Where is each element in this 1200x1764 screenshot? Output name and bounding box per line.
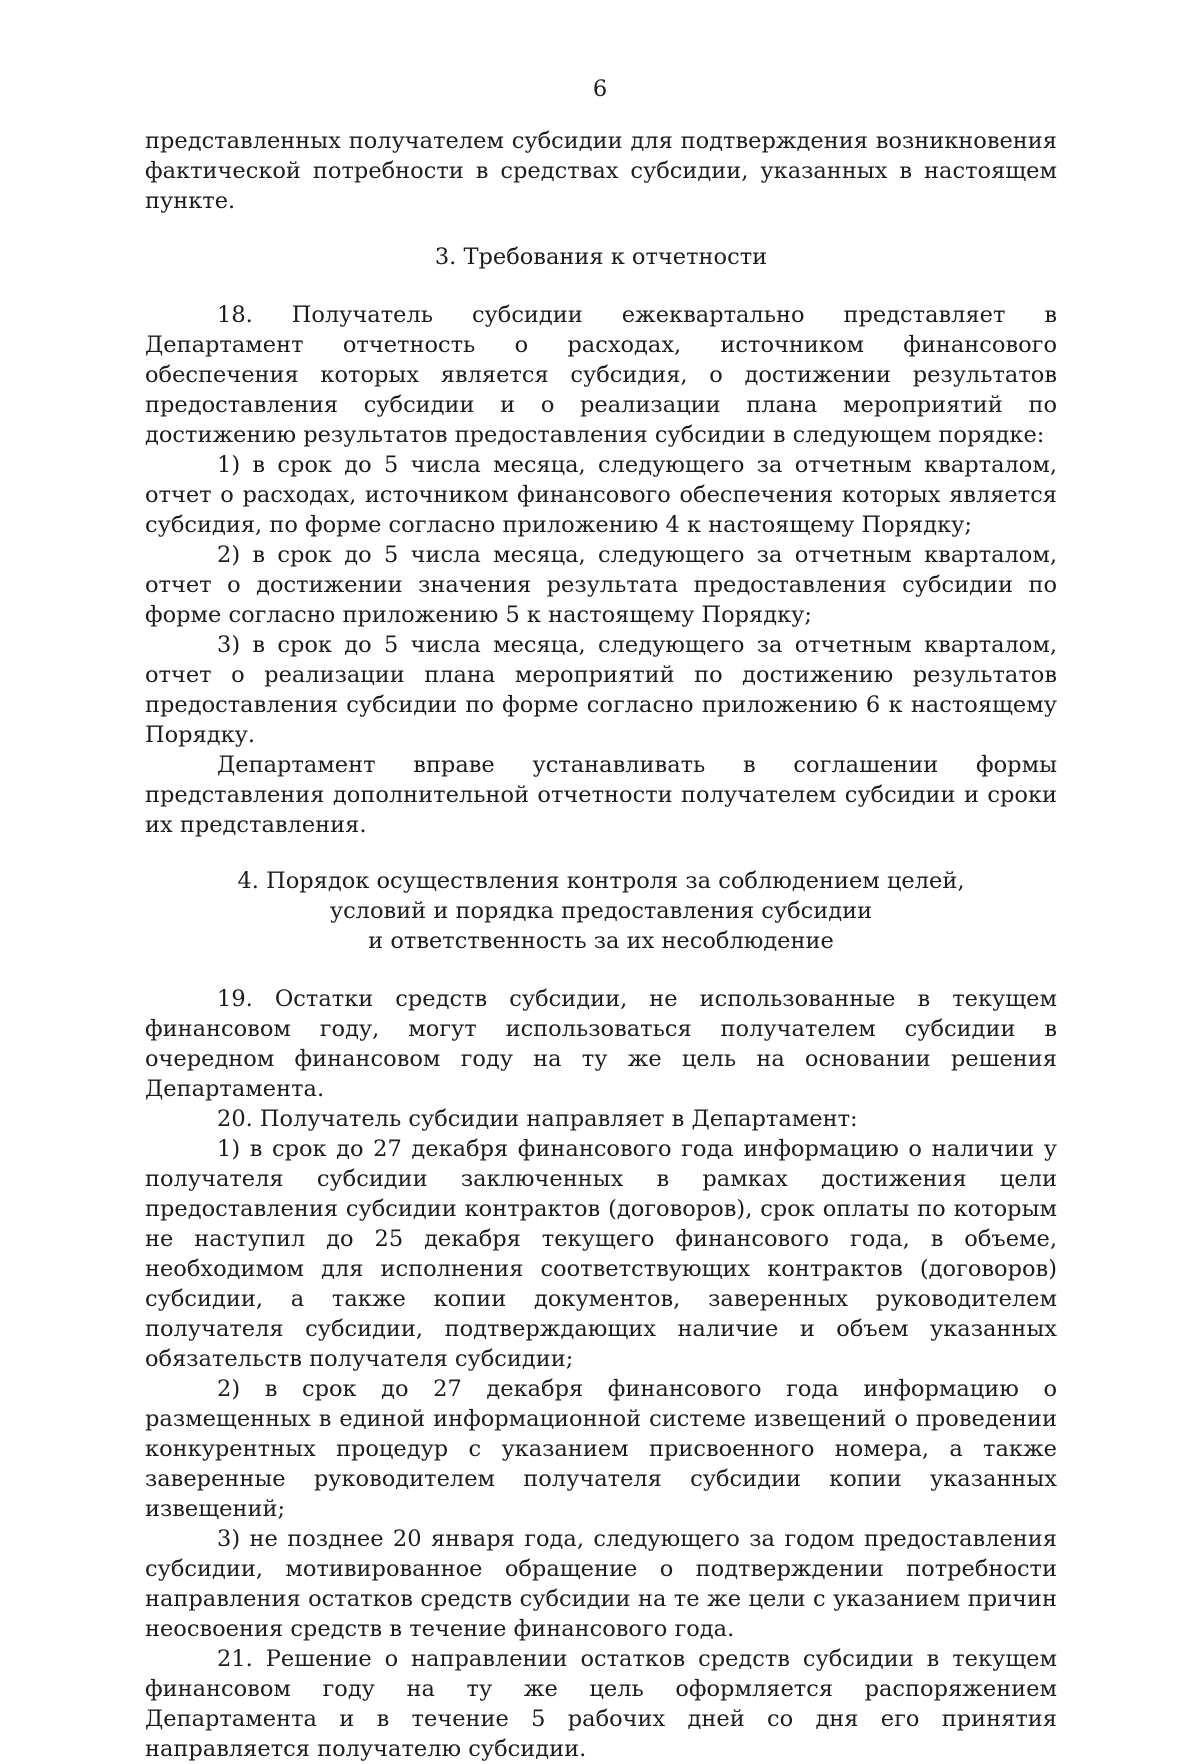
paragraph-18-item-3: 3) в срок до 5 числа месяца, следующего за отчетным кварталом, отчет о реализации плана мероприятий по достижению результатов предоставления субсидии по форме согласно приложению 6 к настоящему Порядку. [145, 632, 1057, 748]
paragraph-20: 20. Получатель субсидии направляет в Департамент: [217, 1106, 858, 1132]
paragraph-18-item-2: 2) в срок до 5 числа месяца, следующего за отчетным кварталом, отчет о достижении значения результата предоставления субсидии по форме согласно приложению 5 к настоящему Порядку; [145, 542, 1057, 628]
paragraph-department-right: Департамент вправе устанавливать в соглашении формы представления дополнительной отчетности получателем субсидии и сроки их представления. [145, 752, 1057, 838]
paragraph-20-item-1: 1) в срок до 27 декабря финансового года информацию о наличии у получателя субсидии заключенных в рамках достижения цели предоставления субсидии контрактов (договоров), срок оплаты по которым не наступил до 25 декабря текущего финансового года, в объеме, необходимом для исполнения соответствующих контрактов (договоров) субсидии, а также копии документов, заверенных руководителем получателя субсидии, подтверждающих наличие и объем указанных обязательств получателя субсидии; [145, 1136, 1057, 1372]
paragraph-19: 19. Остатки средств субсидии, не использованные в текущем финансовом году, могут использоваться получателем субсидии в очередном финансовом году на ту же цель на основании решения Департамента. [145, 986, 1057, 1102]
page-number: 6 [592, 76, 608, 102]
section-3-title: 3. Требования к отчетности [434, 244, 768, 270]
paragraph-21: 21. Решение о направлении остатков средств субсидии в текущем финансовом году на ту же цель оформляется распоряжением Департамента и в течение 5 рабочих дней со дня его принятия направляется получателю субсидии. [145, 1646, 1057, 1762]
section-4-title-line-3: и ответственность за их несоблюдение [368, 928, 834, 954]
section-3-heading [145, 242, 1057, 272]
section-4-title-line-1: 4. Порядок осуществления контроля за соблюдением целей, [237, 868, 965, 894]
document-body [145, 126, 1057, 1764]
paragraph-20-item-3: 3) не позднее 20 января года, следующего за годом предоставления субсидии, мотивированное обращение о подтверждении потребности направления остатков средств субсидии на те же цели с указанием причин неосвоения средств в течение финансового года. [145, 1526, 1057, 1642]
paragraph-18-item-1: 1) в срок до 5 числа месяца, следующего за отчетным кварталом, отчет о расходах, источником финансового обеспечения которых является субсидия, по форме согласно приложению 4 к настоящему Порядку; [145, 452, 1057, 538]
paragraph-continuation: представленных получателем субсидии для подтверждения возникновения фактической потребности в средствах субсидии, указанных в настоящем пункте. [145, 128, 1057, 214]
paragraph-20-item-2: 2) в срок до 27 декабря финансового года информацию о размещенных в единой информационной системе извещений о проведении конкурентных процедур с указанием присвоенного номера, а также заверенные руководителем получателя субсидии копии указанных извещений; [145, 1376, 1057, 1522]
paragraph-18: 18. Получатель субсидии ежеквартально представляет в Департамент отчетность о расходах, источником финансового обеспечения которых является субсидия, о достижении результатов предоставления субсидии и о реализации плана мероприятий по достижению результатов предоставления субсидии в следующем порядке: [145, 302, 1057, 448]
section-4-heading [145, 866, 1057, 956]
section-4-title-line-2: условий и порядка предоставления субсидии [329, 898, 873, 924]
